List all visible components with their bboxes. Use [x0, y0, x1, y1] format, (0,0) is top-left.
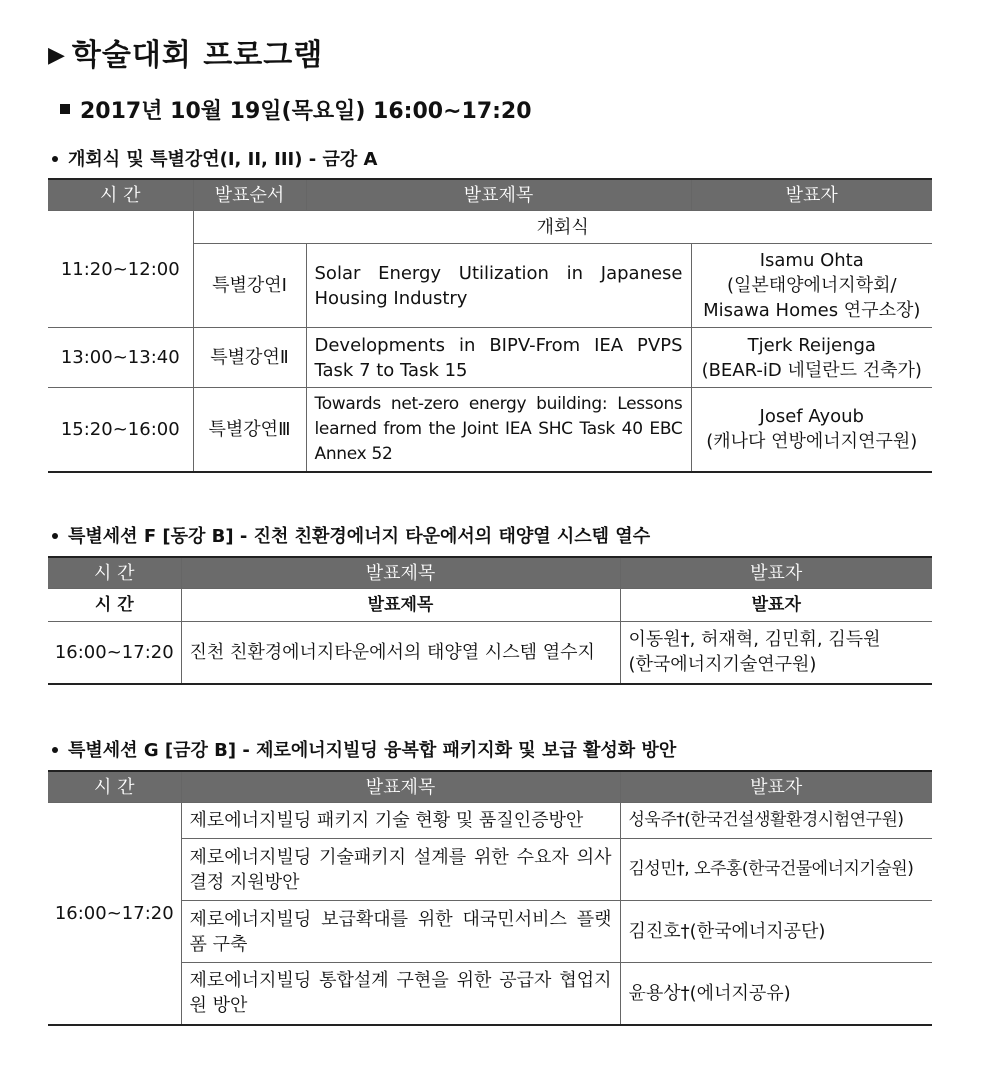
header-time: 시 간 [48, 179, 193, 211]
section2-table [48, 556, 932, 685]
table-header-row [48, 557, 932, 589]
table-row [48, 901, 932, 963]
dot-bullet-icon [52, 156, 58, 162]
title-cell: Towards net-zero energy building: Lessons learned from the Joint IEA SHC Task 40 EBC Annex 52 [306, 388, 691, 472]
title-cell: Solar Energy Utilization in Japanese Housing Industry [306, 244, 691, 328]
time-cell: 15:20~16:00 [48, 388, 193, 472]
order-cell: 특별강연Ⅲ [193, 388, 306, 472]
dot-bullet-icon [52, 747, 58, 753]
order-cell: 특별강연Ⅱ [193, 328, 306, 388]
section1-table [48, 178, 932, 473]
table-row [48, 388, 932, 472]
title-cell: 제로에너지빌딩 통합설계 구현을 위한 공급자 협업지원 방안 [181, 963, 620, 1025]
time-cell: 11:20~12:00 [48, 211, 193, 328]
subheader-speaker: 발표자 [620, 589, 932, 622]
header-title: 발표제목 [181, 771, 620, 803]
time-cell: 16:00~17:20 [48, 622, 181, 684]
speaker-cell: Isamu Ohta (일본태양에너지학회/ Misawa Homes 연구소장) [691, 244, 932, 328]
header-speaker: 발표자 [691, 179, 932, 211]
header-title: 발표제목 [181, 557, 620, 589]
speaker-cell: 윤용상†(에너지공유) [620, 963, 932, 1025]
header-title: 발표제목 [306, 179, 691, 211]
table-row [48, 839, 932, 901]
time-cell: 16:00~17:20 [48, 803, 181, 1025]
title-cell: Developments in BIPV-From IEA PVPS Task 7 to Task 15 [306, 328, 691, 388]
table-subheader-row [48, 589, 932, 622]
speaker-cell: 김성민†, 오주홍(한국건물에너지기술원) [620, 839, 932, 901]
table-header-row [48, 771, 932, 803]
page-title: ▶ 학술대회 프로그램 [48, 38, 324, 73]
title-cell: 제로에너지빌딩 기술패키지 설계를 위한 수요자 의사결정 지원방안 [181, 839, 620, 901]
speaker-cell: Tjerk Reijenga (BEAR-iD 네덜란드 건축가) [691, 328, 932, 388]
table-header-row [48, 179, 932, 211]
date-line: 2017년 10월 19일(목요일) 16:00~17:20 [60, 94, 532, 125]
dot-bullet-icon [52, 533, 58, 539]
order-cell: 특별강연Ⅰ [193, 244, 306, 328]
header-time: 시 간 [48, 557, 181, 589]
subheader-title: 발표제목 [181, 589, 620, 622]
speaker-cell: 성욱주†(한국건설생활환경시험연구원) [620, 803, 932, 839]
speaker-cell: Josef Ayoub (캐나다 연방에너지연구원) [691, 388, 932, 472]
speaker-cell: 이동원†, 허재혁, 김민휘, 김득원 (한국에너지기술연구원) [620, 622, 932, 684]
table-row [48, 803, 932, 839]
title-cell: 진천 친환경에너지타운에서의 태양열 시스템 열수지 [181, 622, 620, 684]
table-row [48, 963, 932, 1025]
header-speaker: 발표자 [620, 557, 932, 589]
header-speaker: 발표자 [620, 771, 932, 803]
section2-title: 특별세션 F [동강 B] - 진천 친환경에너지 타운에서의 태양열 시스템 열수 [52, 522, 650, 548]
triangle-bullet-icon: ▶ [48, 43, 66, 68]
square-bullet-icon [60, 104, 70, 114]
speaker-cell: 김진호†(한국에너지공단) [620, 901, 932, 963]
time-cell: 13:00~13:40 [48, 328, 193, 388]
subheader-time: 시 간 [48, 589, 181, 622]
header-order: 발표순서 [193, 179, 306, 211]
section3-table [48, 770, 932, 1026]
table-row [48, 211, 932, 244]
title-cell: 제로에너지빌딩 패키지 기술 현황 및 품질인증방안 [181, 803, 620, 839]
header-time: 시 간 [48, 771, 181, 803]
title-cell: 제로에너지빌딩 보급확대를 위한 대국민서비스 플랫폼 구축 [181, 901, 620, 963]
section3-title: 특별세션 G [금강 B] - 제로에너지빌딩 융복합 패키지화 및 보급 활성화 방안 [52, 736, 676, 762]
table-row [48, 328, 932, 388]
table-row [48, 622, 932, 684]
section1-title: 개회식 및 특별강연(I, II, III) - 금강 A [52, 145, 377, 171]
opening-cell: 개회식 [193, 211, 932, 244]
